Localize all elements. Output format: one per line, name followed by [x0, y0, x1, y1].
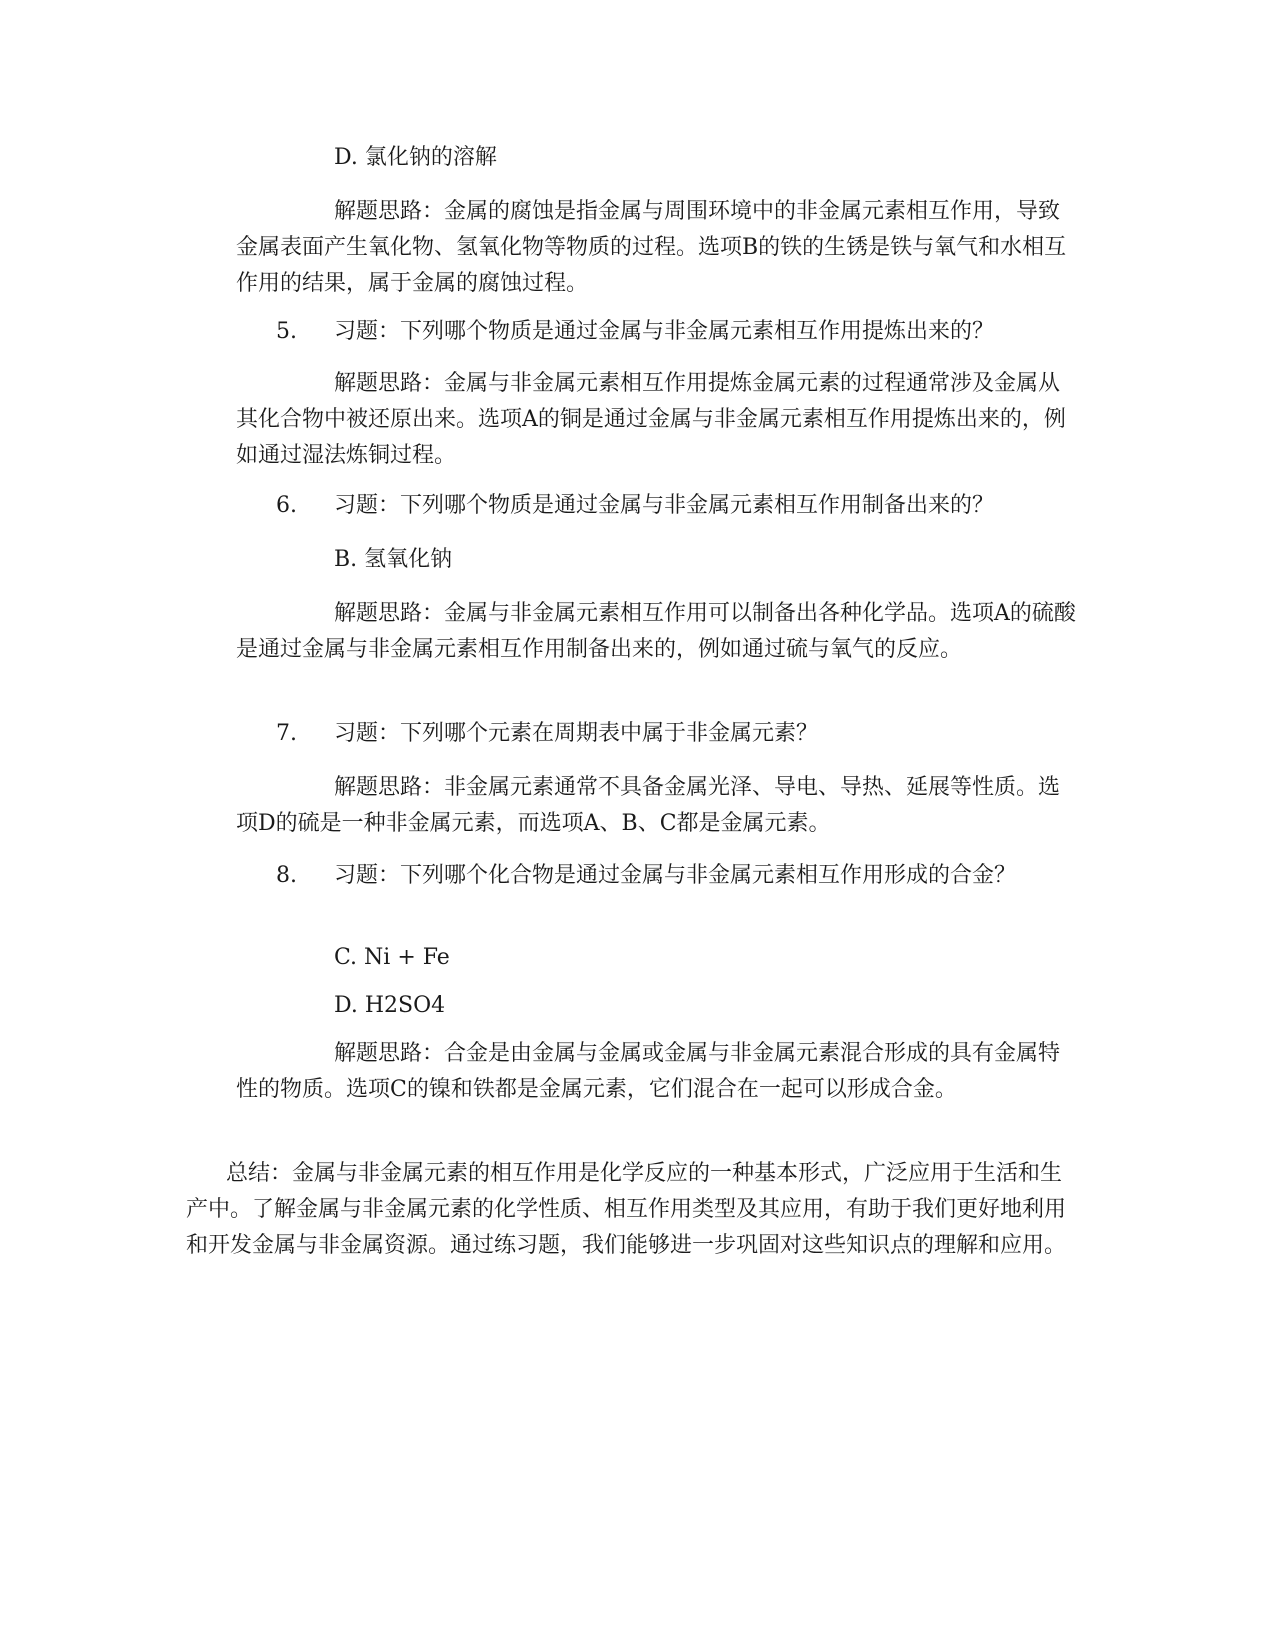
option-c: C. Ni + Fe — [334, 945, 450, 970]
solution-paragraph: 解题思路：非金属元素通常不具备金属光泽、导电、导热、延展等性质。选项D的硫是一种非金属元素，而选项A、B、C都是金属元素。 — [236, 775, 1061, 836]
exercise-text: 习题：下列哪个物质是通过金属与非金属元素相互作用制备出来的？ — [334, 493, 995, 518]
exercise-text: 习题：下列哪个元素在周期表中属于非金属元素？ — [334, 721, 819, 746]
solution-paragraph: 解题思路：金属与非金属元素相互作用可以制备出各种化学品。选项A的硫酸是通过金属与非金属元素相互作用制备出来的，例如通过硫与氧气的反应。 — [236, 601, 1076, 662]
exercise-6 — [276, 488, 1134, 524]
solution-paragraph: 解题思路：合金是由金属与金属或金属与非金属元素混合形成的具有金属特性的物质。选项C的镍和铁都是金属元素，它们混合在一起可以形成合金。 — [236, 1041, 1061, 1102]
option-b: B. 氢氧化钠 — [334, 547, 453, 572]
exercise-number: 8. — [276, 863, 297, 888]
exercise-5 — [276, 314, 1134, 350]
exercise-text: 习题：下列哪个物质是通过金属与非金属元素相互作用提炼出来的？ — [334, 319, 995, 344]
summary-paragraph: 总结：金属与非金属元素的相互作用是化学反应的一种基本形式，广泛应用于生活和生产中。了解金属与非金属元素的化学性质、相互作用类型及其应用，有助于我们更好地利用和开发金属与非金属资源。通过练习题，我们能够进一步巩固对这些知识点的理解和应用。 — [186, 1161, 1067, 1258]
option-d: D. 氯化钠的溶解 — [334, 145, 497, 170]
exercise-text: 习题：下列哪个化合物是通过金属与非金属元素相互作用形成的合金？ — [334, 863, 1017, 888]
exercise-number: 6. — [276, 493, 297, 518]
solution-paragraph: 解题思路：金属与非金属元素相互作用提炼金属元素的过程通常涉及金属从其化合物中被还原出来。选项A的铜是通过金属与非金属元素相互作用提炼出来的，例如通过湿法炼铜过程。 — [236, 371, 1066, 468]
exercise-number: 7. — [276, 721, 297, 746]
exercise-8 — [276, 858, 1134, 894]
option-d: D. H2SO4 — [334, 993, 446, 1018]
exercise-number: 5. — [276, 319, 297, 344]
solution-paragraph: 解题思路：金属的腐蚀是指金属与周围环境中的非金属元素相互作用，导致金属表面产生氧化物、氢氧化物等物质的过程。选项B的铁的生锈是铁与氧气和水相互作用的结果，属于金属的腐蚀过程。 — [236, 199, 1067, 296]
exercise-7 — [276, 716, 1134, 752]
